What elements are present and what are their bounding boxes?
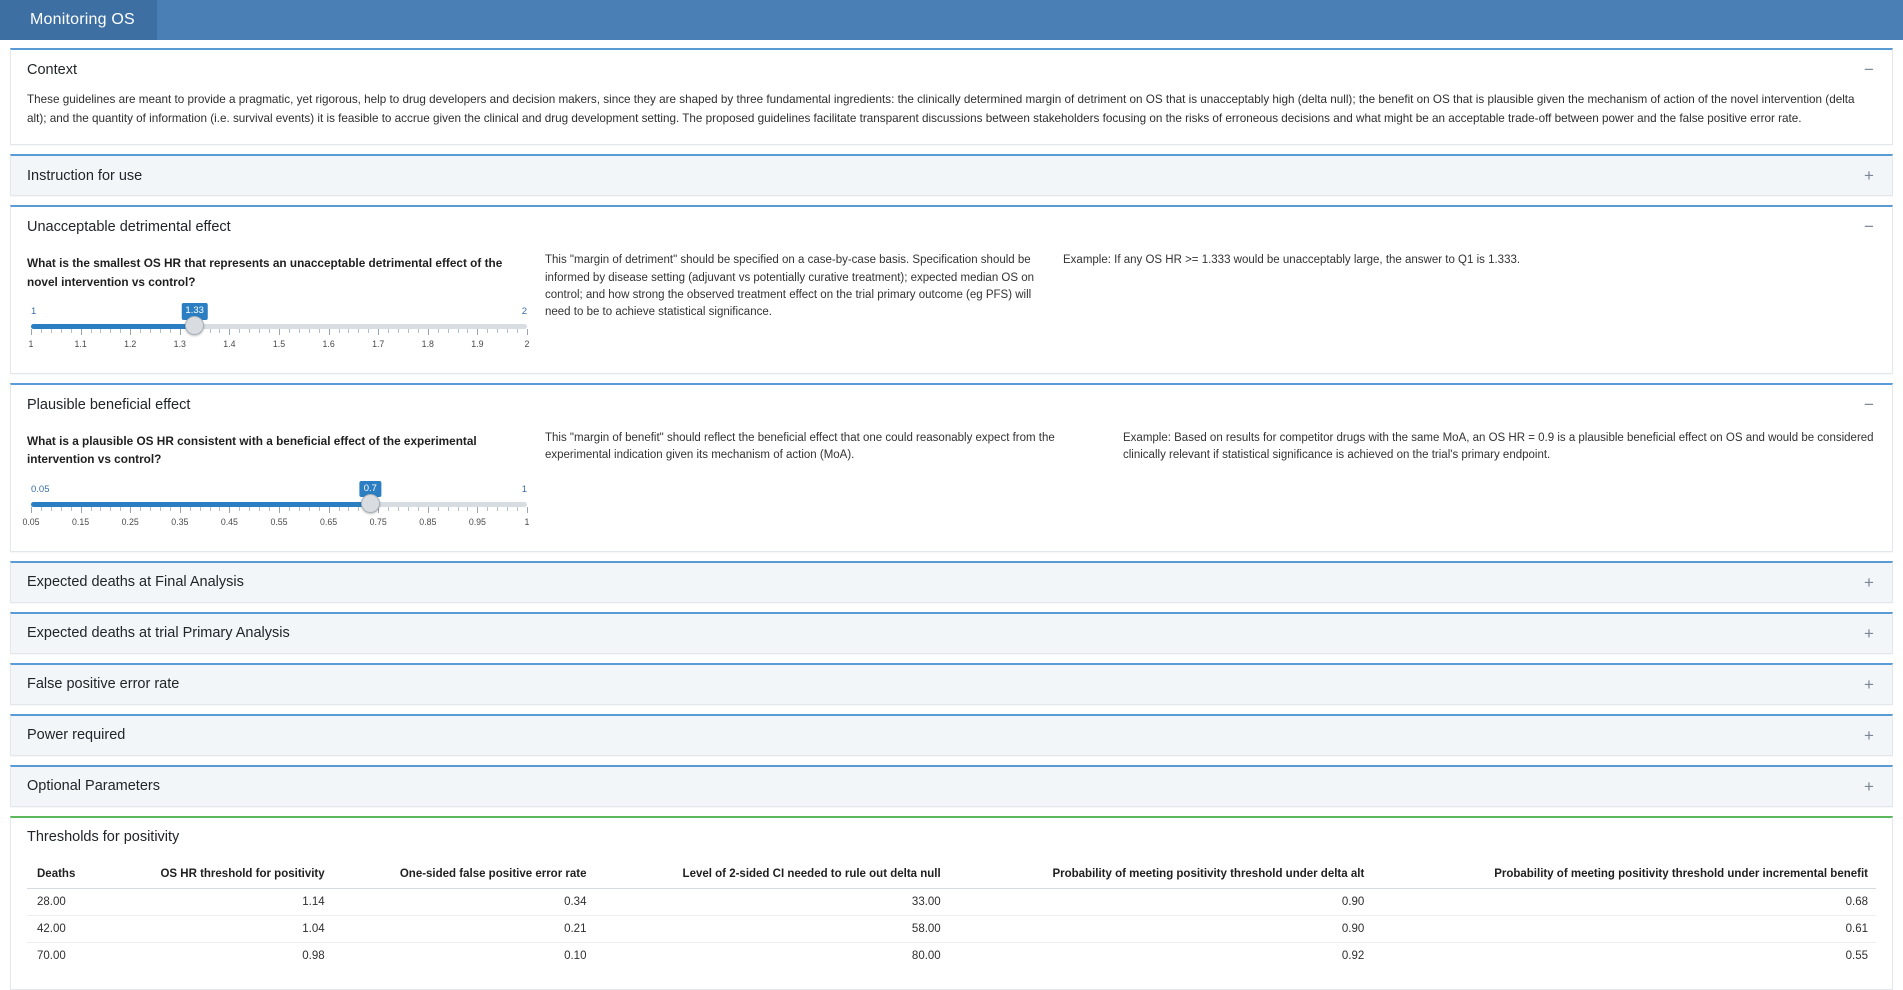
slider-tick <box>229 507 230 513</box>
slider-tick-minor <box>100 507 101 511</box>
slider-tick-minor <box>71 329 72 333</box>
slider-tick-minor <box>517 507 518 511</box>
slider-tick <box>329 329 330 335</box>
slider-tick-minor <box>239 329 240 333</box>
table-column-header: Probability of meeting positivity threshold under delta alt <box>949 862 1373 889</box>
slider-tick <box>31 507 32 513</box>
slider-tick-minor <box>61 507 62 511</box>
slider-tick-minor <box>458 329 459 333</box>
expand-icon[interactable]: + <box>1864 166 1874 186</box>
table-row <box>27 942 1876 969</box>
slider-tick-minor <box>120 507 121 511</box>
slider-tick-minor <box>467 329 468 333</box>
slider-tick-minor <box>487 507 488 511</box>
slider-tick <box>81 329 82 335</box>
detrimental-slider-min-label: 1 <box>31 306 37 317</box>
slider-tick <box>81 507 82 513</box>
table-cell: 0.92 <box>1341 949 1365 962</box>
navbar-space <box>157 0 1903 40</box>
panel-beneficial-title: Plausible beneficial effect <box>27 396 191 413</box>
detrimental-slider[interactable] <box>28 305 530 357</box>
expand-icon[interactable]: + <box>1864 623 1874 643</box>
slider-tick-minor <box>239 507 240 511</box>
slider-tick <box>527 507 528 513</box>
slider-tick-minor <box>160 507 161 511</box>
slider-tick <box>477 329 478 335</box>
thresholds-table-wrapper <box>11 856 1892 989</box>
table-header-row <box>27 862 1876 889</box>
panel-instruction-title: Instruction for use <box>27 167 143 184</box>
table-body <box>27 888 1876 969</box>
slider-tick-minor <box>170 329 171 333</box>
panel-detrimental-body <box>11 246 1892 373</box>
slider-tick-minor <box>507 507 508 511</box>
slider-tick-minor <box>259 329 260 333</box>
slider-tick-minor <box>61 329 62 333</box>
panel-beneficial-header[interactable] <box>11 385 1892 424</box>
slider-tick-minor <box>388 329 389 333</box>
slider-tick-minor <box>51 507 52 511</box>
slider-tick-minor <box>51 329 52 333</box>
top-navbar <box>0 0 1903 40</box>
panel-detrimental-header[interactable] <box>11 207 1892 246</box>
thresholds-table <box>27 862 1876 969</box>
table-cell: 0.55 <box>1845 949 1868 962</box>
detrimental-question: What is the smallest OS HR that represents an unacceptable detrimental effect of the novel intervention vs control? <box>27 256 503 289</box>
panel-power-title: Power required <box>27 727 126 744</box>
panel-deaths-final-header[interactable] <box>11 563 1892 602</box>
slider-tick-minor <box>41 329 42 333</box>
table-column-header: Probability of meeting positivity threshold under incremental benefit <box>1372 862 1876 889</box>
table-cell: 0.90 <box>949 888 1373 915</box>
slider-tick <box>31 329 32 335</box>
table-row <box>27 915 1876 942</box>
detrimental-slider-tick-labels <box>28 338 530 350</box>
slider-tick-minor <box>448 507 449 511</box>
slider-tick-minor <box>190 507 191 511</box>
detrimental-slider-endpoints <box>31 305 527 317</box>
detrimental-slider-ticks <box>31 329 527 337</box>
slider-tick <box>130 507 131 513</box>
beneficial-slider[interactable] <box>22 482 530 535</box>
slider-tick-minor <box>358 507 359 511</box>
beneficial-note: This "margin of benefit" should reflect the beneficial effect that one could reasonably expect from the experimental indication given its mechanism of action (MoA). <box>545 432 1055 462</box>
table-cell: 33.00 <box>594 888 948 915</box>
slider-tick-minor <box>259 507 260 511</box>
slider-tick-minor <box>140 329 141 333</box>
slider-tick-minor <box>418 507 419 511</box>
slider-tick-label: 2 <box>524 339 530 349</box>
slider-tick-minor <box>120 329 121 333</box>
table-cell: 0.10 <box>564 949 587 962</box>
slider-tick-minor <box>269 329 270 333</box>
context-paragraph: These guidelines are meant to provide a pragmatic, yet rigorous, help to drug developers and decision makers, since they are shaped by three fundamental ingredients: the clinically determined margin of detriment on OS that is unacceptably high (delta null); the benefit on OS that is plausible given the mechanism of action of the novel intervention (delta alt); and the quantity of information (i.e. survival events) it is feasible to accrue given the clinical and drug development setting. The proposed guidelines facilitate transparent discussions between stakeholders focusing on the risks of erroneous decisions and what might be an acceptable trade-off between power and the false positive error rate. <box>27 93 1855 125</box>
slider-tick-minor <box>110 329 111 333</box>
table-column-header: Level of 2-sided CI needed to rule out delta null <box>594 862 948 889</box>
slider-tick-minor <box>210 507 211 511</box>
slider-tick-minor <box>339 507 340 511</box>
panel-beneficial <box>10 383 1893 552</box>
beneficial-slider-tick-labels <box>22 516 530 528</box>
slider-tick-label: 0.05 <box>22 516 40 527</box>
slider-tick-minor <box>309 329 310 333</box>
slider-tick-minor <box>289 507 290 511</box>
detrimental-example: Example: If any OS HR >= 1.333 would be unacceptably large, the answer to Q1 is 1.333. <box>1063 254 1521 267</box>
panel-deaths-primary-header[interactable] <box>11 614 1892 653</box>
slider-tick-label: 0.55 <box>270 516 288 527</box>
slider-tick-minor <box>358 329 359 333</box>
slider-tick <box>329 507 330 513</box>
slider-tick <box>378 329 379 335</box>
detrimental-slider-value-bubble: 1.33 <box>181 303 208 320</box>
table-cell: 70.00 <box>37 949 66 962</box>
slider-tick-minor <box>210 329 211 333</box>
expand-icon[interactable]: + <box>1864 674 1874 694</box>
slider-tick-minor <box>497 329 498 333</box>
slider-tick-label: 1.4 <box>223 339 236 349</box>
slider-tick-minor <box>219 507 220 511</box>
slider-tick-label: 0.75 <box>369 516 387 527</box>
page-content <box>0 40 1903 990</box>
slider-tick-minor <box>348 329 349 333</box>
table-cell: 0.98 <box>302 949 325 962</box>
slider-tick-minor <box>408 507 409 511</box>
slider-tick-minor <box>71 507 72 511</box>
panel-deaths-final-title: Expected deaths at Final Analysis <box>27 574 244 591</box>
slider-tick-minor <box>467 507 468 511</box>
slider-tick <box>477 507 478 513</box>
panel-thresholds-title: Thresholds for positivity <box>27 828 180 845</box>
panel-power-header[interactable] <box>11 716 1892 755</box>
slider-tick-minor <box>368 329 369 333</box>
panel-detrimental <box>10 205 1893 374</box>
table-cell: 0.68 <box>1372 888 1876 915</box>
table-cell: 0.61 <box>1372 915 1876 942</box>
slider-tick-label: 0.25 <box>121 516 139 527</box>
slider-tick-minor <box>219 329 220 333</box>
table-column-header: One-sided false positive error rate <box>333 862 595 889</box>
slider-tick-minor <box>160 329 161 333</box>
slider-tick <box>180 507 181 513</box>
panel-false-positive <box>10 663 1893 705</box>
slider-tick-minor <box>458 507 459 511</box>
slider-tick <box>279 329 280 335</box>
slider-tick-label: 0.45 <box>220 516 238 527</box>
table-cell: 80.00 <box>911 949 941 962</box>
beneficial-slider-endpoints <box>31 483 527 495</box>
beneficial-slider-column <box>22 430 530 535</box>
expand-icon[interactable]: + <box>1864 776 1874 796</box>
slider-tick-minor <box>200 507 201 511</box>
slider-tick-minor <box>150 329 151 333</box>
table-cell: 0.21 <box>333 915 595 942</box>
table-column-header: Deaths <box>27 862 100 889</box>
panel-instruction <box>10 154 1893 196</box>
table-cell: 0.34 <box>333 888 595 915</box>
slider-tick <box>130 329 131 335</box>
panel-deaths-primary <box>10 612 1893 654</box>
slider-tick-minor <box>398 329 399 333</box>
slider-tick-minor <box>319 329 320 333</box>
slider-tick-minor <box>319 507 320 511</box>
app-title[interactable]: Monitoring OS <box>0 0 157 40</box>
slider-tick-minor <box>110 507 111 511</box>
slider-tick-minor <box>408 329 409 333</box>
panel-optional-header[interactable] <box>11 767 1892 806</box>
slider-tick-minor <box>269 507 270 511</box>
panel-context-body <box>11 89 1892 144</box>
slider-tick-label: 1.5 <box>272 339 286 349</box>
slider-tick-minor <box>41 507 42 511</box>
panel-optional <box>10 765 1893 807</box>
panel-detrimental-title: Unacceptable detrimental effect <box>27 218 231 235</box>
collapse-icon[interactable]: − <box>1864 60 1874 79</box>
slider-tick-label: 1 <box>524 516 530 527</box>
table-cell: 0.90 <box>949 915 1373 942</box>
table-cell: 1.14 <box>100 888 333 915</box>
detrimental-slider-column <box>27 252 530 357</box>
panel-beneficial-body <box>11 424 1892 551</box>
slider-tick-minor <box>150 507 151 511</box>
slider-tick-minor <box>91 507 92 511</box>
beneficial-slider-max-label: 1 <box>521 483 527 495</box>
slider-tick-minor <box>289 329 290 333</box>
table-cell: 42.00 <box>27 915 100 942</box>
slider-tick-minor <box>418 329 419 333</box>
panel-deaths-final <box>10 561 1893 603</box>
slider-tick-label: 1.1 <box>74 339 87 349</box>
slider-tick-minor <box>448 329 449 333</box>
slider-tick <box>527 329 528 335</box>
panel-context-header[interactable] <box>11 50 1892 89</box>
panel-thresholds <box>10 816 1893 990</box>
slider-tick-label: 0.15 <box>72 516 90 527</box>
panel-power <box>10 714 1893 756</box>
beneficial-slider-min-label: 0.05 <box>31 483 50 495</box>
slider-tick-minor <box>348 507 349 511</box>
slider-tick-label: 0.35 <box>171 516 189 527</box>
panel-deaths-primary-title: Expected deaths at trial Primary Analysis <box>27 625 290 642</box>
slider-tick-minor <box>398 507 399 511</box>
panel-instruction-header[interactable] <box>11 156 1892 195</box>
slider-tick-minor <box>299 329 300 333</box>
slider-tick-minor <box>299 507 300 511</box>
slider-tick-minor <box>339 329 340 333</box>
table-column-header: OS HR threshold for positivity <box>100 862 333 889</box>
slider-tick <box>180 329 181 335</box>
slider-tick-minor <box>497 507 498 511</box>
beneficial-slider-handle[interactable] <box>361 494 380 513</box>
slider-tick <box>428 329 429 335</box>
slider-tick-label: 1 <box>28 339 34 349</box>
panel-thresholds-header <box>11 818 1892 856</box>
table-row <box>27 888 1876 915</box>
slider-tick-minor <box>170 507 171 511</box>
slider-tick-minor <box>438 329 439 333</box>
slider-tick-minor <box>517 329 518 333</box>
panel-false-positive-title: False positive error rate <box>27 676 180 693</box>
table-cell: 1.04 <box>100 915 333 942</box>
slider-tick-minor <box>487 329 488 333</box>
slider-tick-minor <box>91 329 92 333</box>
collapse-icon[interactable]: − <box>1864 217 1874 237</box>
table-cell: 28.00 <box>27 888 100 915</box>
beneficial-slider-value-bubble: 0.7 <box>360 481 381 498</box>
expand-icon[interactable]: + <box>1864 572 1874 592</box>
slider-tick <box>229 329 230 335</box>
slider-tick-minor <box>100 329 101 333</box>
slider-tick <box>428 507 429 513</box>
slider-tick-minor <box>388 507 389 511</box>
slider-tick-label: 1.7 <box>372 339 385 349</box>
expand-icon[interactable]: + <box>1864 725 1874 745</box>
slider-tick-minor <box>249 329 250 333</box>
slider-tick-label: 1.6 <box>322 339 335 349</box>
collapse-icon[interactable]: − <box>1864 395 1874 414</box>
panel-optional-title: Optional Parameters <box>27 778 160 795</box>
slider-tick-label: 0.85 <box>419 516 437 527</box>
slider-tick-label: 1.2 <box>124 339 137 349</box>
table-cell: 58.00 <box>594 915 948 942</box>
slider-tick-minor <box>140 507 141 511</box>
slider-tick-minor <box>507 329 508 333</box>
slider-tick-label: 1.3 <box>173 339 186 349</box>
beneficial-question: What is a plausible OS HR consistent with a beneficial effect of the experimental intervention vs control? <box>27 434 477 467</box>
slider-tick <box>279 507 280 513</box>
slider-tick-label: 0.65 <box>320 516 338 527</box>
detrimental-slider-max-label: 2 <box>521 306 527 317</box>
slider-tick-label: 1.9 <box>471 339 484 349</box>
slider-tick-minor <box>438 507 439 511</box>
slider-tick-minor <box>249 507 250 511</box>
panel-false-positive-header[interactable] <box>11 665 1892 704</box>
detrimental-note: This "margin of detriment" should be specified on a case-by-case basis. Specification should be informed by disease setting (adjuvant vs potentially curative treatment); expected median OS on control; and how strong the observed treatment effect on the trial primary outcome (eg PFS) will need to be to achieve statistical significance. <box>545 254 1035 319</box>
beneficial-slider-ticks <box>31 507 527 515</box>
beneficial-example: Example: Based on results for competitor drugs with the same MoA, an OS HR = 0.9 is a plausible beneficial effect on OS and would be considered clinically relevant if statistical significance is achieved on the trial's primary endpoint. <box>1123 432 1874 462</box>
slider-tick-minor <box>309 507 310 511</box>
panel-context <box>10 48 1893 145</box>
slider-tick-label: 1.8 <box>421 339 434 349</box>
panel-context-title: Context <box>27 61 77 78</box>
slider-tick-label: 0.95 <box>468 516 486 527</box>
